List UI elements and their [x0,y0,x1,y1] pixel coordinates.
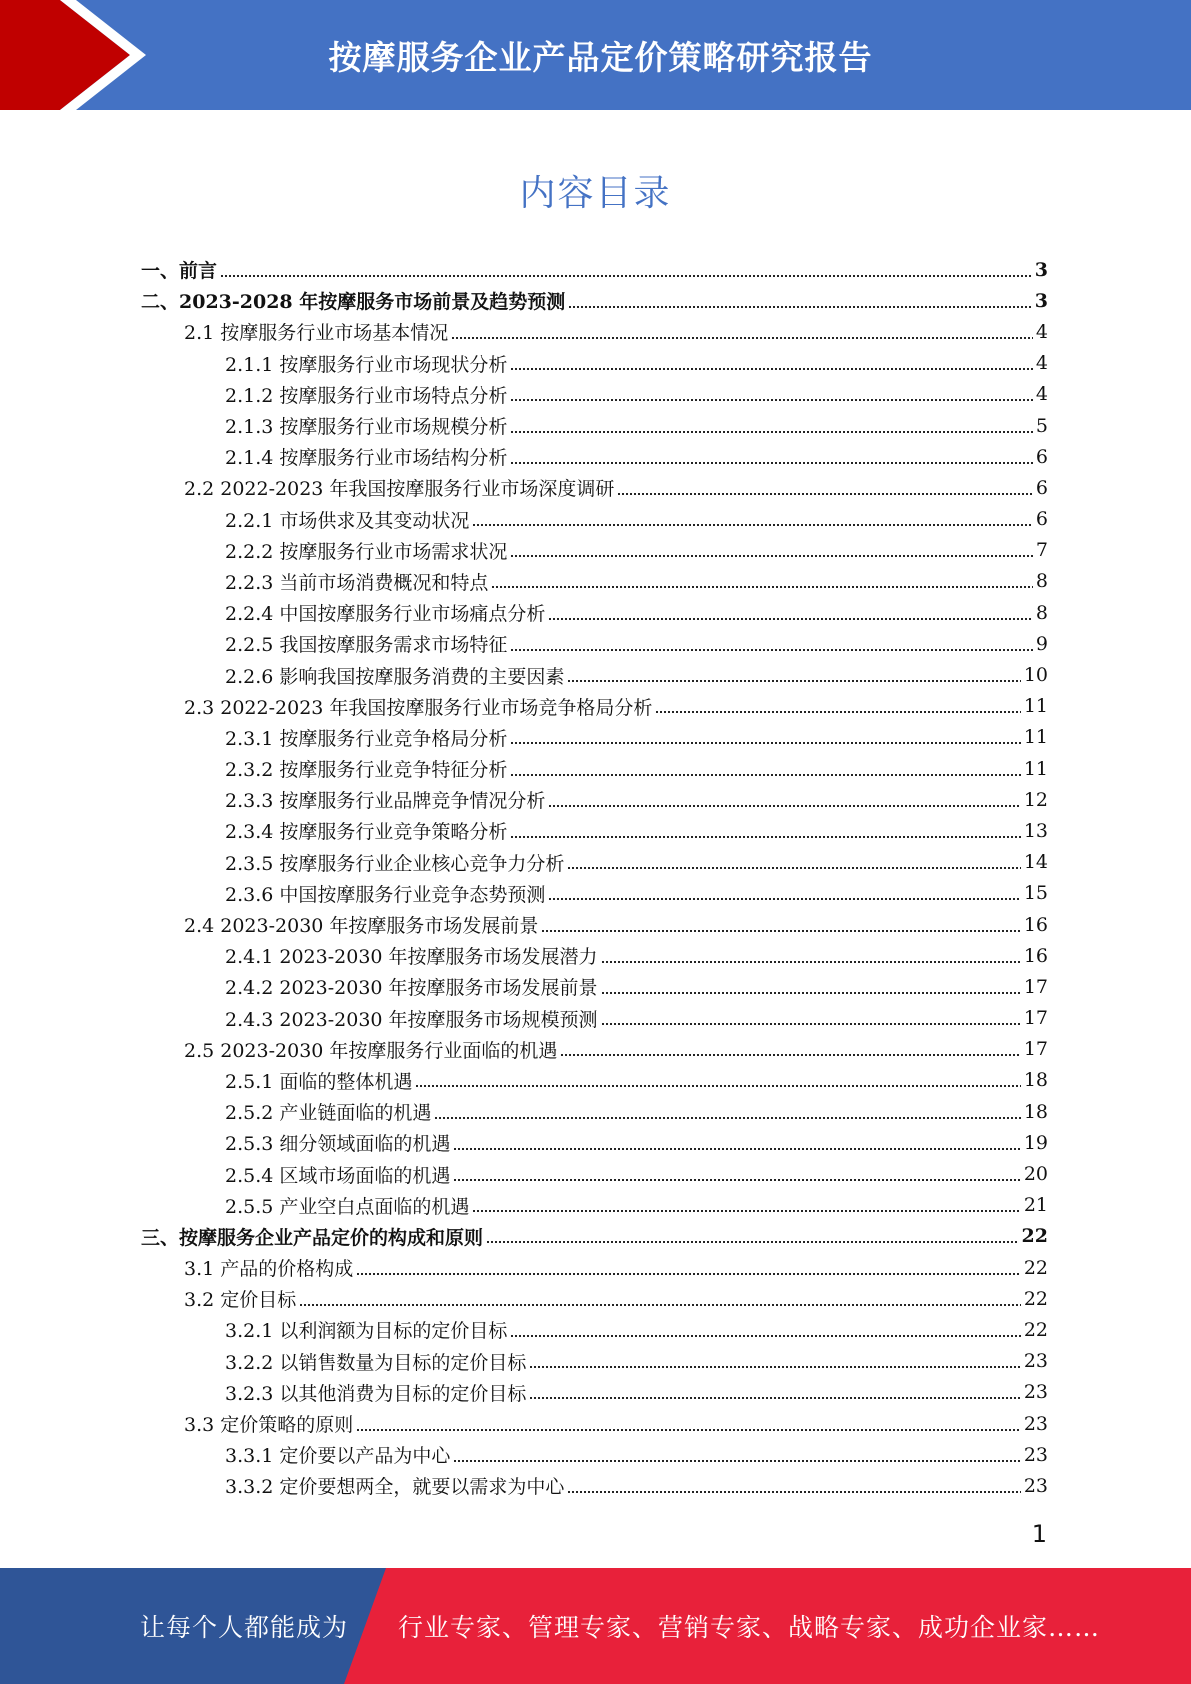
toc-entry-page: 6 [1035,476,1048,499]
toc-entry-label: 2.1.2 按摩服务行业市场特点分析 [225,384,508,407]
toc-dot-leader [434,1117,1020,1119]
toc-dot-leader [299,1304,1021,1306]
toc-entry-label: 2.2.5 我国按摩服务需求市场特征 [225,634,508,657]
toc-entry-label: 2.5 2023-2030 年按摩服务行业面临的机遇 [184,1039,558,1062]
toc-entry-page: 6 [1035,445,1048,468]
report-title: 按摩服务企业产品定价策略研究报告 [328,37,873,77]
toc-entry-label: 2.3.3 按摩服务行业品牌竞争情况分析 [225,790,546,813]
toc-entry-label: 2.1.3 按摩服务行业市场规模分析 [225,416,508,439]
toc-dot-leader [510,742,1020,744]
toc-entry-page: 17 [1023,975,1048,998]
toc-entry-page: 16 [1023,944,1048,967]
toc-entry-page: 4 [1035,320,1048,343]
toc-entry-page: 9 [1035,632,1048,655]
toc-dot-leader [451,337,1033,339]
toc-entry[interactable] [141,379,1048,410]
toc-entry-page: 23 [1023,1474,1048,1497]
toc-dot-leader [617,493,1032,495]
toc-entry-label: 3.3.2 定价要想两全，就要以需求为中心 [225,1476,565,1499]
toc-entry[interactable] [141,472,1048,503]
toc-entry-page: 3 [1034,289,1048,312]
toc-entry-label: 3.2.2 以销售数量为目标的定价目标 [225,1351,527,1374]
toc-entry[interactable] [141,1003,1048,1034]
toc-entry-label: 2.3.5 按摩服务行业企业核心竞争力分析 [225,852,565,875]
toc-dot-leader [510,462,1033,464]
toc-dot-leader [548,898,1020,900]
toc-entry[interactable] [141,1252,1048,1283]
toc-entry-page: 11 [1023,757,1048,780]
toc-entry-label: 三、按摩服务企业产品定价的构成和原则 [141,1226,484,1249]
toc-entry-page: 22 [1023,1256,1048,1279]
toc-entry[interactable] [141,815,1048,846]
toc-entry[interactable] [141,940,1048,971]
toc-entry-page: 4 [1035,352,1048,375]
toc-dot-leader [567,867,1020,869]
toc-entry-label: 2.2.6 影响我国按摩服务消费的主要因素 [225,665,565,688]
toc-entry-page: 4 [1035,383,1048,406]
toc-entry-page: 22 [1021,1225,1048,1248]
toc-entry-label: 2.3.2 按摩服务行业竞争特征分析 [225,759,508,782]
toc-dot-leader [601,992,1021,994]
toc-entry-page: 18 [1023,1100,1048,1123]
toc-entry-page: 10 [1023,664,1048,687]
toc-dot-leader [655,711,1020,713]
toc-entry-page: 6 [1035,508,1048,531]
toc-entry[interactable] [141,597,1048,628]
toc-entry[interactable] [141,285,1048,316]
toc-entry-label: 3.3.1 定价要以产品为中心 [225,1445,451,1468]
toc-dot-leader [541,930,1020,932]
toc-dot-leader [510,399,1033,401]
toc-entry-label: 2.5.2 产业链面临的机遇 [225,1102,432,1125]
toc-entry-page: 23 [1023,1412,1048,1435]
header-banner [0,0,1191,110]
toc-dot-leader [510,1335,1020,1337]
toc-dot-leader [486,1241,1019,1243]
toc-entry-label: 2.2.4 中国按摩服务行业市场痛点分析 [225,603,546,626]
toc-entry-label: 2.5.1 面临的整体机遇 [225,1070,413,1093]
toc-entry-label: 2.5.4 区域市场面临的机遇 [225,1164,451,1187]
toc-entry-page: 3 [1034,258,1048,281]
toc-entry[interactable] [141,1034,1048,1065]
toc-dot-leader [510,774,1020,776]
toc-entry-page: 23 [1023,1381,1048,1404]
toc-dot-leader [453,1179,1020,1181]
toc-dot-leader [567,680,1020,682]
toc-entry-label: 3.1 产品的价格构成 [184,1258,354,1281]
toc-entry[interactable] [141,535,1048,566]
toc-entry-label: 2.2.3 当前市场消费概况和特点 [225,571,489,594]
toc-entry[interactable] [141,909,1048,940]
toc-entry[interactable] [141,847,1048,878]
toc-heading: 内容目录 [519,173,672,214]
toc-entry-label: 3.3 定价策略的原则 [184,1414,354,1437]
toc-entry-page: 11 [1023,726,1048,749]
toc-entry-label: 2.3.1 按摩服务行业竞争格局分析 [225,727,508,750]
toc-entry-label: 2.2.2 按摩服务行业市场需求状况 [225,540,508,563]
toc-entry-page: 11 [1023,695,1048,718]
toc-dot-leader [601,961,1021,963]
toc-entry[interactable] [141,1346,1048,1377]
toc-entry[interactable] [141,1408,1048,1439]
toc-entry-page: 16 [1023,913,1048,936]
toc-entry[interactable] [141,722,1048,753]
footer-slogan-left: 让每个人都能成为 [140,1613,349,1642]
toc-entry[interactable] [141,878,1048,909]
toc-entry[interactable] [141,1283,1048,1314]
table-of-contents [141,254,1048,1502]
toc-dot-leader [510,649,1033,651]
toc-dot-leader [510,555,1033,557]
toc-dot-leader [510,431,1033,433]
toc-entry-label: 3.2.3 以其他消费为目标的定价目标 [225,1382,527,1405]
toc-entry[interactable] [141,566,1048,597]
toc-entry-page: 17 [1023,1007,1048,1030]
toc-entry[interactable] [141,1314,1048,1345]
toc-entry-label: 2.1 按摩服务行业市场基本情况 [184,322,449,345]
toc-entry[interactable] [141,1221,1048,1252]
chevron-decoration [0,0,160,110]
toc-dot-leader [453,1148,1020,1150]
toc-entry[interactable] [141,1096,1048,1127]
toc-dot-leader [356,1429,1021,1431]
toc-entry-page: 22 [1023,1287,1048,1310]
toc-entry-page: 23 [1023,1350,1048,1373]
toc-entry-page: 13 [1023,819,1048,842]
toc-dot-leader [560,1054,1020,1056]
toc-dot-leader [453,1460,1020,1462]
toc-entry-page: 7 [1035,539,1048,562]
toc-entry-page: 5 [1035,414,1048,437]
toc-entry-page: 15 [1023,882,1048,905]
toc-entry[interactable] [141,1158,1048,1189]
toc-entry-label: 2.2.1 市场供求及其变动状况 [225,509,470,532]
toc-dot-leader [472,524,1033,526]
toc-dot-leader [548,618,1033,620]
toc-entry-page: 20 [1023,1163,1048,1186]
toc-entry[interactable] [141,1470,1048,1501]
toc-entry-label: 2.4.3 2023-2030 年按摩服务市场规模预测 [225,1008,598,1031]
toc-entry-label: 2.4.2 2023-2030 年按摩服务市场发展前景 [225,977,598,1000]
toc-entry[interactable] [141,316,1048,347]
toc-entry-page: 18 [1023,1069,1048,1092]
toc-entry[interactable] [141,784,1048,815]
toc-entry-label: 2.2 2022-2023 年我国按摩服务行业市场深度调研 [184,478,615,501]
toc-entry-page: 14 [1023,851,1048,874]
toc-dot-leader [529,1397,1020,1399]
toc-entry-label: 2.3.4 按摩服务行业竞争策略分析 [225,821,508,844]
footer-banner [0,1568,1191,1684]
toc-entry[interactable] [141,504,1048,535]
toc-entry[interactable] [141,691,1048,722]
toc-entry-page: 21 [1023,1194,1048,1217]
toc-entry-page: 22 [1023,1318,1048,1341]
toc-entry-label: 2.5.3 细分领域面临的机遇 [225,1133,451,1156]
toc-entry[interactable] [141,1065,1048,1096]
toc-entry-label: 2.1.1 按摩服务行业市场现状分析 [225,353,508,376]
toc-entry-page: 8 [1035,570,1048,593]
toc-entry-label: 2.4 2023-2030 年按摩服务市场发展前景 [184,915,539,938]
toc-dot-leader [529,1366,1020,1368]
toc-dot-leader [568,306,1032,308]
toc-entry-page: 17 [1023,1038,1048,1061]
toc-entry-label: 二、2023-2028 年按摩服务市场前景及趋势预测 [141,291,566,314]
toc-entry-label: 2.1.4 按摩服务行业市场结构分析 [225,447,508,470]
toc-dot-leader [510,836,1020,838]
toc-dot-leader [415,1085,1020,1087]
toc-dot-leader [510,368,1033,370]
toc-dot-leader [356,1273,1021,1275]
toc-entry-label: 一、前言 [141,260,218,283]
toc-dot-leader [491,586,1033,588]
toc-entry[interactable] [141,659,1048,690]
toc-entry[interactable] [141,1377,1048,1408]
toc-dot-leader [567,1491,1020,1493]
toc-entry[interactable] [141,1190,1048,1221]
toc-entry-page: 23 [1023,1443,1048,1466]
toc-entry-label: 2.5.5 产业空白点面临的机遇 [225,1195,470,1218]
toc-entry-page: 19 [1023,1131,1048,1154]
toc-entry-page: 12 [1023,788,1048,811]
toc-entry[interactable] [141,1127,1048,1158]
toc-entry[interactable] [141,628,1048,659]
toc-entry[interactable] [141,1439,1048,1470]
toc-entry[interactable] [141,753,1048,784]
toc-entry[interactable] [141,971,1048,1002]
toc-entry[interactable] [141,441,1048,472]
toc-dot-leader [220,275,1032,277]
footer-slogan-right: 行业专家、管理专家、营销专家、战略专家、成功企业家…… [398,1613,1101,1642]
toc-dot-leader [601,1023,1021,1025]
toc-entry-label: 3.2.1 以利润额为目标的定价目标 [225,1320,508,1343]
toc-entry[interactable] [141,410,1048,441]
toc-dot-leader [472,1210,1020,1212]
toc-entry-label: 2.3.6 中国按摩服务行业竞争态势预测 [225,883,546,906]
toc-entry-label: 2.3 2022-2023 年我国按摩服务行业市场竞争格局分析 [184,696,653,719]
toc-entry[interactable] [141,254,1048,285]
toc-entry[interactable] [141,348,1048,379]
toc-entry-label: 2.4.1 2023-2030 年按摩服务市场发展潜力 [225,946,598,969]
toc-entry-page: 8 [1035,601,1048,624]
page-number: 1 [1031,1520,1047,1548]
toc-dot-leader [548,805,1020,807]
toc-entry-label: 3.2 定价目标 [184,1289,297,1312]
